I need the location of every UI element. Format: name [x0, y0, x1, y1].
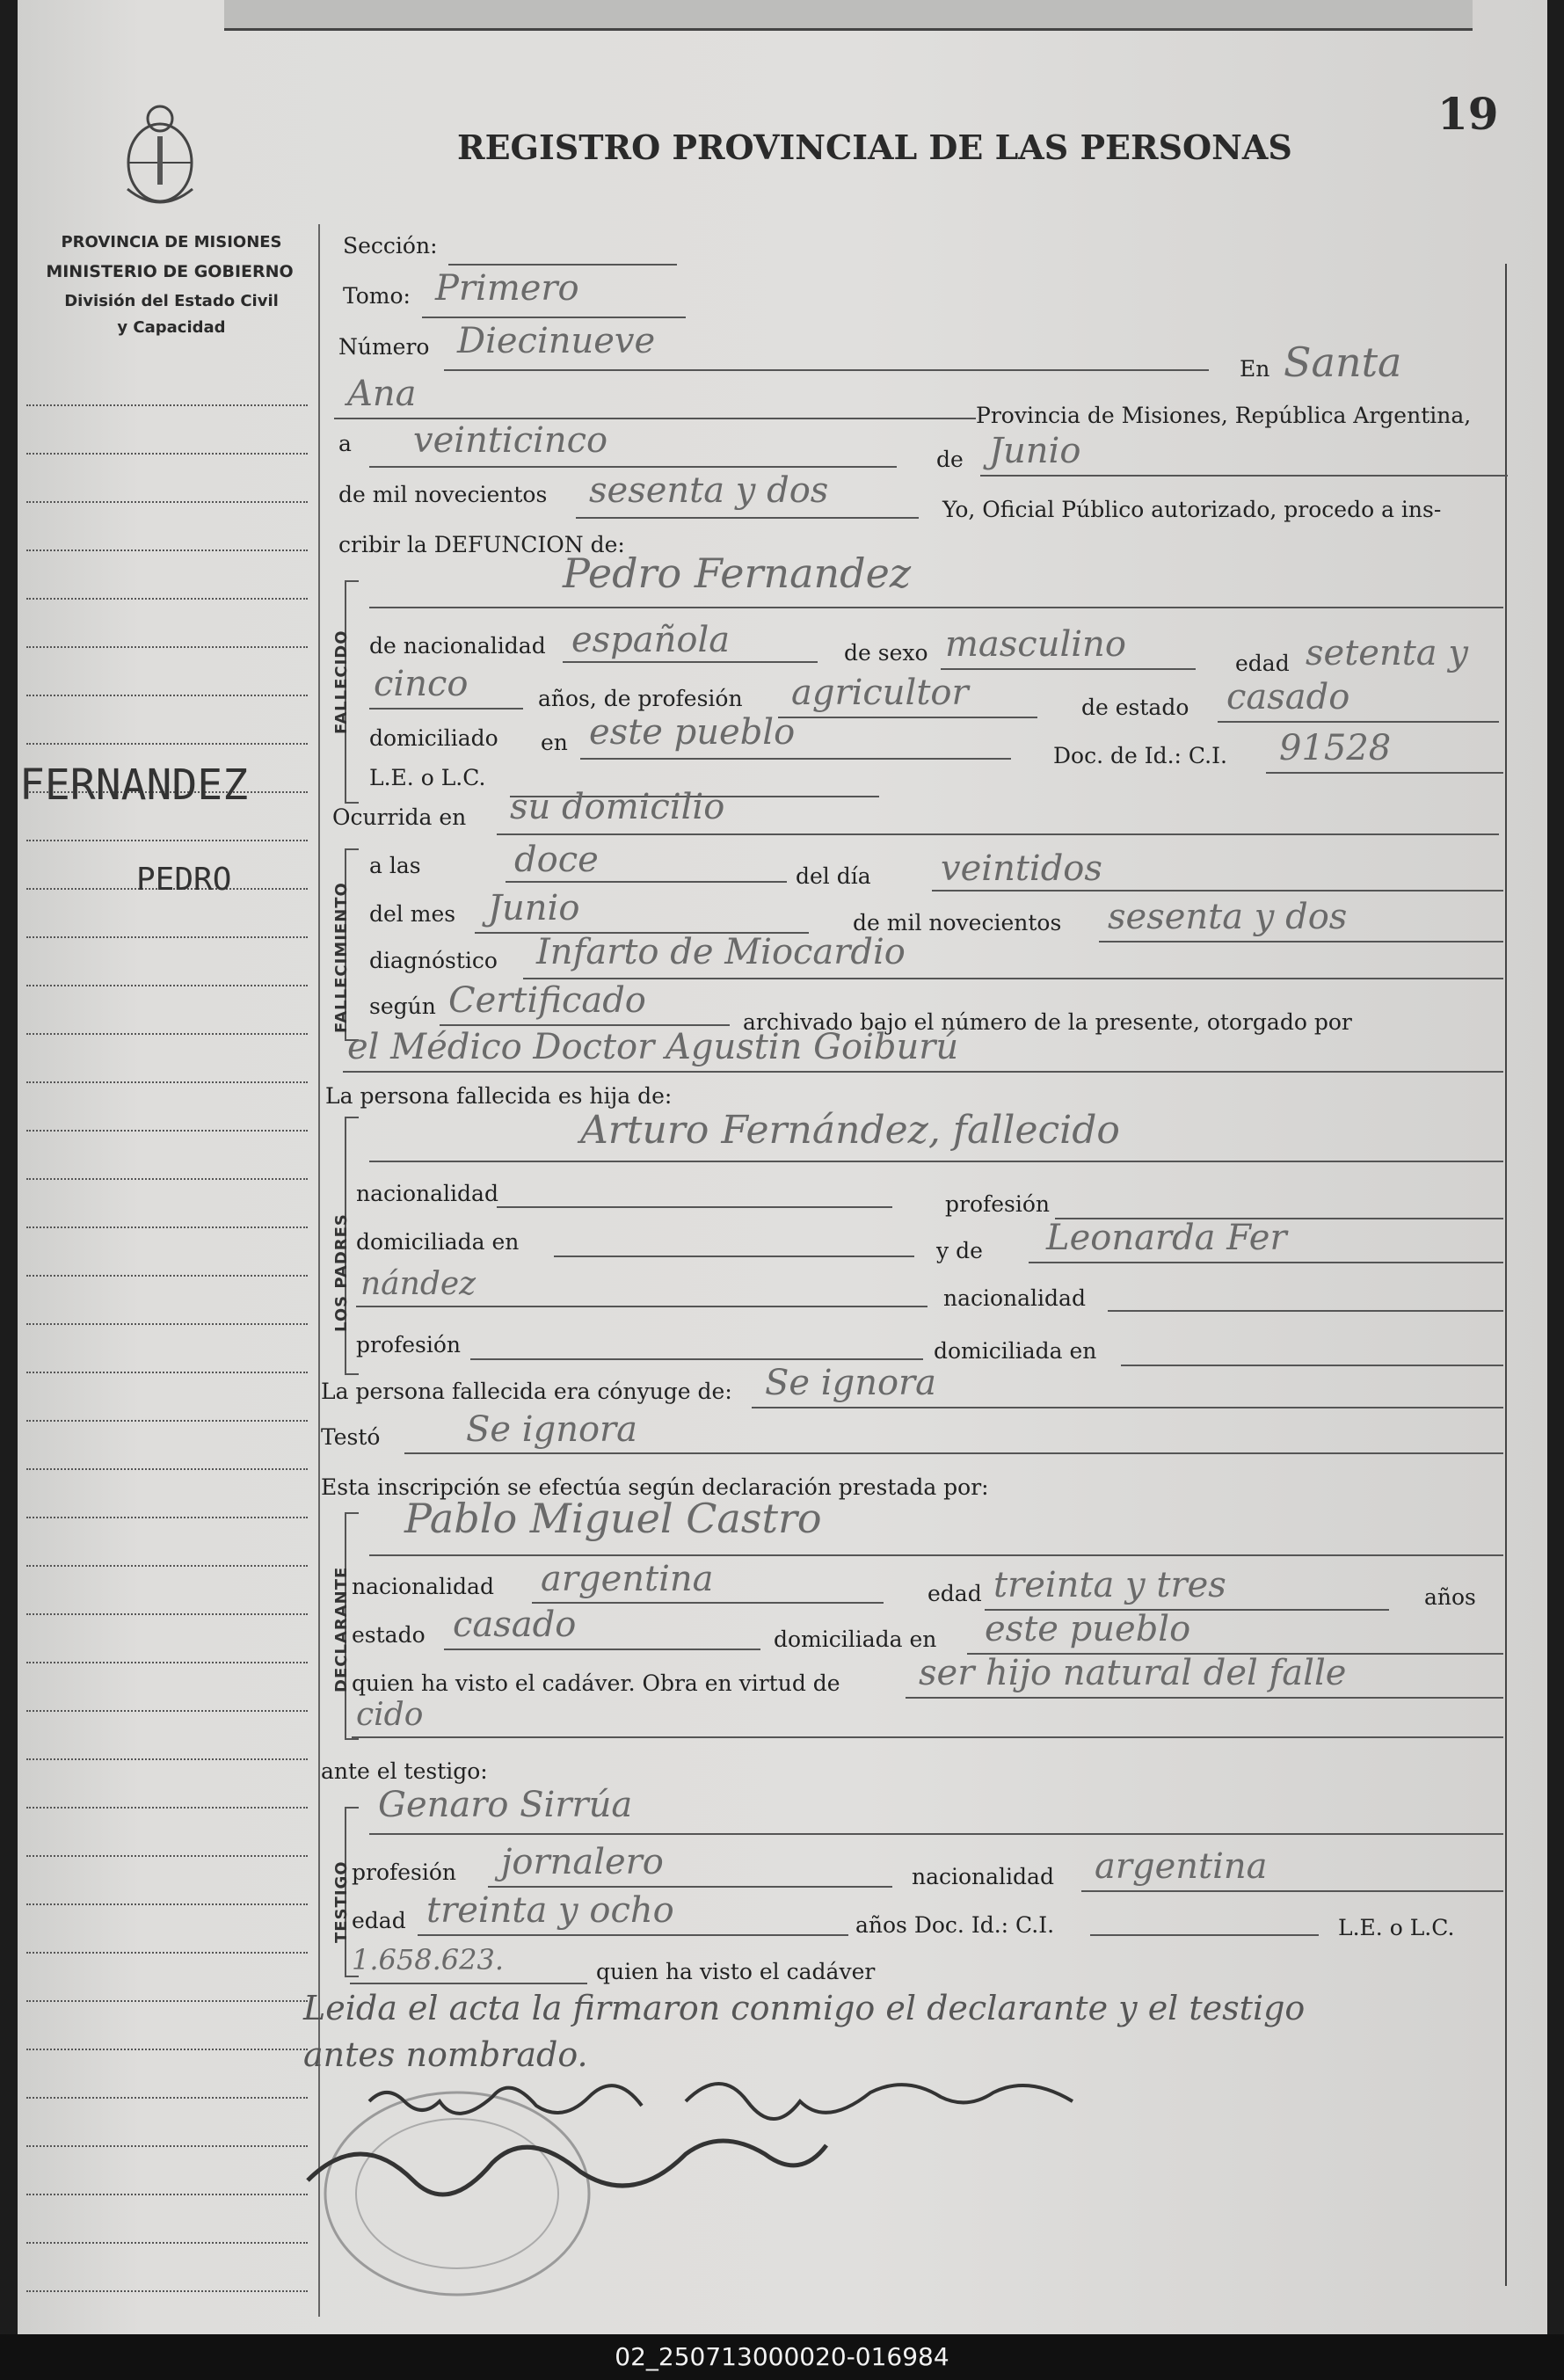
value-t-nac: argentina [1095, 1846, 1268, 1887]
margin-rule-line [26, 1952, 308, 1954]
margin-rule-line [26, 1420, 308, 1422]
value-t-le: 1.658.623. [352, 1943, 505, 1976]
label-provincia: Provincia de Misiones, República Argentina, [976, 403, 1472, 428]
margin-rule-line [26, 1275, 308, 1277]
value-hora: doce [514, 840, 599, 880]
margin-surname: FERNANDEZ [19, 761, 249, 810]
anio-line [576, 517, 919, 519]
value-lugar2: Ana [347, 374, 417, 414]
margin-rule-line [26, 936, 308, 938]
margin-rule-line [26, 1468, 308, 1470]
label-t-edad: edad [352, 1908, 406, 1933]
tomo-line [422, 317, 686, 318]
margin-rule-line [26, 2049, 308, 2050]
declarante-line [369, 1554, 1503, 1556]
mes-line [980, 475, 1508, 477]
nombre-line [369, 607, 1503, 608]
margin-rule-line [26, 598, 308, 600]
label-inscripcion: Esta inscripción se efectúa según declaración prestada por: [321, 1474, 989, 1500]
medico-line [343, 1071, 1503, 1073]
value-estado: casado [1226, 677, 1350, 717]
sexo-line [941, 668, 1196, 670]
coat-of-arms-emblem [119, 92, 202, 215]
d-estado-line [444, 1649, 760, 1650]
margin-rule-line [26, 1758, 308, 1760]
margin-rule-line [26, 1033, 308, 1035]
margin-rule-line [26, 1710, 308, 1712]
value-dia-fall: veintidos [941, 848, 1102, 889]
margin-rule-line [26, 743, 308, 745]
margin-rule-line [26, 550, 308, 551]
value-nacionalidad: española [571, 620, 731, 660]
nac-line [563, 661, 818, 663]
label-archivado: archivado bajo el número de la presente, otorgado por [743, 1009, 1352, 1035]
margin-rule-line [26, 1372, 308, 1373]
value-d-dom: este pueblo [985, 1609, 1191, 1649]
t-nac-line [1081, 1890, 1503, 1892]
label-a: a [338, 431, 352, 456]
right-border [1505, 264, 1507, 2286]
document-title: REGISTRO PROVINCIAL DE LAS PERSONAS [457, 127, 1292, 167]
closing-line-2: antes nombrado. [303, 2035, 588, 2074]
label-d-visto: quien ha visto el cadáver. Obra en virtud de [352, 1670, 840, 1696]
official-signature [308, 2141, 826, 2194]
testo-line [404, 1452, 1503, 1454]
margin-given-name: PEDRO [136, 862, 232, 898]
value-conyuge: Se ignora [765, 1363, 936, 1403]
margin-rule-line [26, 1807, 308, 1809]
label-en: En [1240, 356, 1270, 382]
dia-line [369, 466, 897, 468]
margin-rule-line [26, 1517, 308, 1518]
label-t-nac: nacionalidad [912, 1864, 1054, 1889]
prof-madre-line [470, 1358, 923, 1360]
margin-rule-line [26, 695, 308, 696]
label-en-dom: en [541, 730, 568, 755]
margin-rule-line [26, 1662, 308, 1663]
office-division: División del Estado Civil [64, 292, 279, 310]
label-ante: ante el testigo: [321, 1758, 488, 1784]
label-de-mil: de mil novecientos [338, 482, 548, 507]
value-testo: Se ignora [466, 1409, 637, 1450]
d-nac-line [532, 1602, 884, 1604]
value-d-estado: casado [453, 1605, 577, 1645]
label-t-prof: profesión [352, 1860, 457, 1885]
t-le-line [350, 1983, 587, 1984]
value-anio-fall: sesenta y dos [1108, 897, 1348, 937]
label-t-le: L.E. o L.C. [1338, 1915, 1455, 1940]
margin-rule-line [26, 840, 308, 841]
label-nac-madre: nacionalidad [943, 1285, 1086, 1311]
label-le-lc: L.E. o L.C. [369, 765, 486, 790]
testigo-line [369, 1833, 1503, 1835]
margin-rule-line [26, 501, 308, 503]
value-lugar1: Santa [1284, 338, 1402, 386]
numero-line [444, 369, 1209, 371]
label-d-dom: domiciliada en [774, 1627, 937, 1652]
value-d-edad: treinta y tres [993, 1565, 1226, 1605]
margin-rule-line [26, 1081, 308, 1083]
margin-rule-line [26, 1613, 308, 1615]
value-t-edad: treinta y ocho [426, 1890, 674, 1931]
value-t-prof: jornalero [501, 1842, 664, 1882]
d-virtud2-line [352, 1736, 1503, 1738]
side-label-testigo: TESTIGO [332, 1860, 351, 1943]
closing-line-1: Leida el acta la firmaron conmigo el declarante y el testigo [303, 1989, 1306, 2027]
margin-rule-line [26, 1903, 308, 1905]
image-id-footer: 02_250713000020-016984 [0, 2334, 1564, 2380]
label-dom-madre: domiciliada en [934, 1338, 1097, 1364]
lugar-line [334, 418, 976, 419]
t-prof-line [488, 1886, 892, 1888]
value-madre1: Leonarda Fer [1046, 1218, 1287, 1258]
office-province: PROVINCIA DE MISIONES [61, 233, 282, 251]
value-testigo: Genaro Sirrúa [378, 1785, 633, 1825]
side-label-fallecido: FALLECIDO [332, 630, 351, 734]
label-hija: La persona fallecida es hija de: [325, 1083, 673, 1109]
label-ocurrida: Ocurrida en [332, 804, 467, 830]
side-label-fallecimiento: FALLECIMIENTO [332, 882, 351, 1033]
label-numero: Número [338, 334, 430, 360]
value-domicilio: este pueblo [589, 712, 796, 753]
hora-line [506, 881, 787, 883]
margin-rule-line [26, 985, 308, 986]
ocurrida-line [497, 833, 1499, 835]
margin-rule-line [26, 2194, 308, 2195]
margin-rule-line [26, 2290, 308, 2292]
label-sexo: de sexo [844, 640, 928, 666]
anio-fall-line [1099, 941, 1503, 943]
value-edad2: cinco [374, 664, 469, 704]
label-yo: Yo, Oficial Público autorizado, procedo a ins- [942, 497, 1442, 522]
t-ci-line [1090, 1934, 1319, 1936]
side-label-declarante: DECLARANTE [332, 1566, 351, 1692]
label-seccion: Sección: [343, 233, 438, 258]
margin-rule-line [26, 1178, 308, 1180]
profesion-line [778, 717, 1037, 718]
label-tomo: Tomo: [343, 283, 411, 309]
label-t-visto: quien ha visto el cadáver [596, 1959, 876, 1984]
value-dia: veinticinco [413, 420, 608, 461]
value-medico: el Médico Doctor Agustin Goiburú [347, 1027, 959, 1067]
conyuge-line [752, 1407, 1503, 1408]
label-dom-padre: domiciliada en [356, 1229, 520, 1255]
value-declarante: Pablo Miguel Castro [404, 1495, 822, 1542]
diagnostico-line [523, 978, 1503, 979]
value-ci: 91528 [1279, 728, 1392, 768]
testigo-signature [686, 2084, 1073, 2119]
ci-line [1266, 772, 1503, 774]
estado-line [1218, 721, 1499, 723]
dia-fall-line [932, 890, 1503, 892]
t-edad-line [418, 1934, 848, 1936]
d-virtud-line [906, 1697, 1503, 1699]
margin-rule-line [26, 1130, 308, 1132]
nac-padre-line [497, 1206, 892, 1208]
label-domiciliado: domiciliado [369, 725, 498, 751]
value-ocurrida: su domicilio [510, 787, 725, 827]
margin-rule-line [26, 2097, 308, 2099]
label-de-mil2: de mil novecientos [853, 910, 1062, 935]
margin-rule-line [26, 453, 308, 455]
label-conyuge: La persona fallecida era cónyuge de: [321, 1379, 732, 1404]
value-edad1: setenta y [1306, 633, 1468, 673]
value-madre2: nández [360, 1266, 476, 1302]
nac-madre-line [1108, 1310, 1503, 1312]
label-cribir: cribir la DEFUNCION de: [338, 532, 625, 557]
label-a-las: a las [369, 853, 421, 878]
dom-madre-line [1121, 1365, 1503, 1366]
madre2-line [356, 1306, 927, 1307]
side-label-padres: LOS PADRES [332, 1213, 351, 1332]
value-diagnostico: Infarto de Miocardio [536, 932, 906, 972]
margin-rule-line [26, 1323, 308, 1325]
label-d-nac: nacionalidad [352, 1574, 494, 1599]
label-del-mes: del mes [369, 901, 456, 927]
value-numero: Diecinueve [457, 321, 656, 361]
margin-rule-line [26, 2242, 308, 2244]
label-doc: Doc. de Id.: C.I. [1053, 743, 1227, 768]
madre1-line [1029, 1262, 1503, 1263]
label-edad: edad [1235, 651, 1290, 676]
label-estado: de estado [1081, 695, 1189, 720]
domicilio-line [580, 758, 1011, 760]
value-profesion: agricultor [791, 673, 969, 713]
page-number: 19 [1437, 88, 1499, 140]
label-d-estado: estado [352, 1622, 426, 1648]
value-anio: sesenta y dos [589, 470, 829, 511]
label-t-anos: años Doc. Id.: C.I. [855, 1912, 1055, 1938]
office-capacity: y Capacidad [117, 318, 226, 337]
value-sexo: masculino [945, 624, 1126, 665]
label-segun: según [369, 993, 436, 1019]
page-top-edge [224, 0, 1473, 31]
signatures [290, 2066, 1503, 2304]
label-anos-profesion: años, de profesión [538, 686, 743, 711]
value-nombre: Pedro Fernandez [563, 550, 912, 597]
office-ministry: MINISTERIO DE GOBIERNO [46, 262, 294, 281]
margin-rule-line [26, 646, 308, 648]
dom-padre-line [554, 1256, 914, 1257]
value-d-nac: argentina [541, 1559, 714, 1599]
label-prof-madre: profesión [356, 1332, 462, 1357]
label-y-de: y de [936, 1238, 983, 1263]
margin-rule-line [26, 2145, 308, 2147]
margin-rule-line [26, 1855, 308, 1857]
label-d-anos: años [1424, 1584, 1476, 1610]
margin-rule-line [26, 404, 308, 406]
value-mes-fall: Junio [488, 888, 580, 928]
label-del-dia: del día [796, 863, 871, 889]
margin-rule-line [26, 1226, 308, 1228]
label-d-edad: edad [927, 1581, 982, 1606]
edad2-line [369, 708, 523, 710]
margin-rule-line [26, 2000, 308, 2002]
label-diagnostico: diagnóstico [369, 948, 498, 973]
padre-line [369, 1161, 1503, 1162]
label-de: de [936, 447, 964, 472]
value-segun: Certificado [448, 980, 646, 1021]
value-mes: Junio [989, 431, 1081, 471]
value-d-virtud1: ser hijo natural del falle [919, 1653, 1347, 1693]
label-nac-padre: nacionalidad [356, 1181, 498, 1206]
label-nacionalidad: de nacionalidad [369, 633, 546, 659]
segun-line [440, 1024, 730, 1026]
seccion-line [448, 264, 677, 266]
value-d-virtud2: cido [356, 1697, 424, 1733]
margin-rule-line [26, 1565, 308, 1567]
label-prof-padre: profesión [945, 1191, 1051, 1217]
label-testo: Testó [321, 1424, 381, 1450]
value-padre: Arturo Fernández, fallecido [580, 1108, 1120, 1153]
value-tomo: Primero [435, 268, 579, 309]
